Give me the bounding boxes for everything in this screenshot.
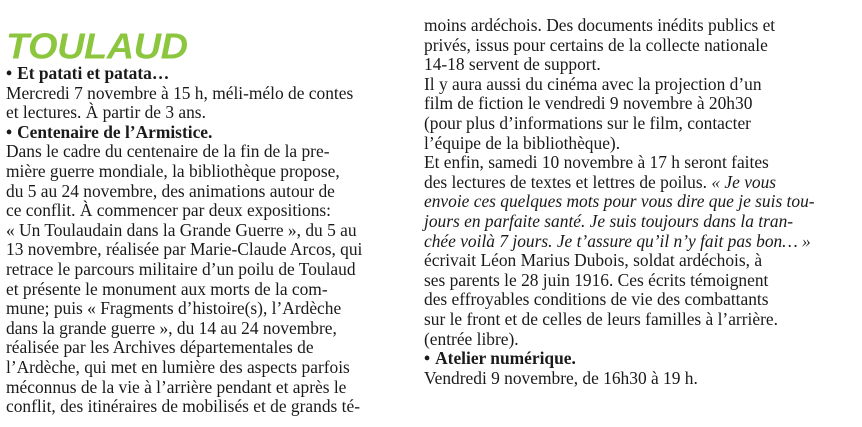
bullet-marker: • [6, 121, 13, 142]
body-line: moins ardéchois. Des documents inédits publics et [424, 15, 776, 35]
section-title-atelier: Atelier numérique. [435, 348, 576, 369]
body-line: du 5 au 24 novembre, des animations autour de [6, 180, 335, 201]
body-line: privés, issus pour certains de la collecte nationale [424, 34, 768, 55]
body-line: ce conflit. À commencer par deux expositions: [6, 200, 332, 221]
body-line: écrivait Léon Marius Dubois, soldat ardéchois, à [424, 250, 763, 271]
body-line: Et enfin, samedi 10 novembre à 17 h seront faites [424, 152, 769, 173]
body-line: 13 novembre, réalisée par Marie-Claude Arcos, qui [6, 239, 363, 260]
body-line: Mercredi 7 novembre à 15 h, méli-mélo de contes [6, 82, 354, 103]
body-line: des effroyables conditions de vie des combattants [424, 289, 769, 310]
body-line: et lectures. À partir de 3 ans. [6, 102, 206, 123]
body-line: ses parents le 28 juin 1916. Ces écrits témoignent [424, 269, 769, 290]
body-line: Dans le cadre du centenaire de la fin de la pre- [6, 141, 330, 162]
body-line: (pour plus d’informations sur le film, contacter [424, 112, 751, 133]
body-line: film de fiction le vendredi 9 novembre à 20h30 [424, 93, 753, 114]
body-line: méconnus de la vie à l’arrière pendant et après le [6, 376, 347, 397]
body-line: mune; puis « Fragments d’histoire(s), l’Ardèche [6, 298, 342, 319]
body-line-mixed [424, 173, 844, 193]
body-line: mière guerre mondiale, la bibliothèque propose, [6, 160, 340, 181]
body-line: réalisée par les Archives départementales de [6, 337, 314, 358]
body-line: 14-18 servent de support. [424, 54, 601, 75]
left-column [6, 0, 400, 417]
body-line: et présente le monument aux morts de la com- [6, 278, 328, 299]
body-line: « Un Toulaudain dans la Grande Guerre », du 5 au [6, 219, 357, 240]
body-line: conflit, des itinéraires de mobilisés et de grands té- [6, 396, 360, 417]
body-line: l’équipe de la bibliothèque). [424, 132, 621, 153]
section-title-patati: Et patati et patata… [17, 63, 170, 83]
body-line: Il y aura aussi du cinéma avec la projection d’un [424, 73, 762, 94]
body-text: des lectures de textes et lettres de poilus. [424, 171, 707, 192]
bullet-marker: • [6, 63, 13, 83]
quote-line: envoie ces quelques mots pour vous dire que je suis tou- [424, 191, 815, 212]
bullet-marker: • [424, 348, 431, 369]
town-heading: TOULAUD [6, 26, 188, 67]
section-heading-centenaire [6, 123, 400, 143]
quote-text: « Je vous [711, 171, 777, 192]
body-line: sur le front et de celles de leurs familles à l’arrière. [424, 308, 778, 329]
body-line: (entrée libre). [424, 328, 519, 349]
body-line: dans la grande guerre », du 14 au 24 novembre, [6, 317, 337, 338]
section-heading-atelier [424, 349, 844, 369]
body-line: Vendredi 9 novembre, de 16h30 à 19 h. [424, 367, 698, 388]
body-line: retrace le parcours militaire d’un poilu de Toulaud [6, 258, 356, 279]
section-heading-patati [6, 64, 400, 84]
quote-line: jours en parfaite santé. Je suis toujours dans la tran- [424, 210, 794, 231]
right-column [424, 16, 844, 388]
body-line: l’Ardèche, qui met en lumière des aspects parfois [6, 356, 350, 377]
section-title-centenaire: Centenaire de l’Armistice. [17, 121, 213, 142]
quote-line: chée voilà 7 jours. Je t’assure qu’il n’y fait pas bon… » [424, 230, 811, 251]
